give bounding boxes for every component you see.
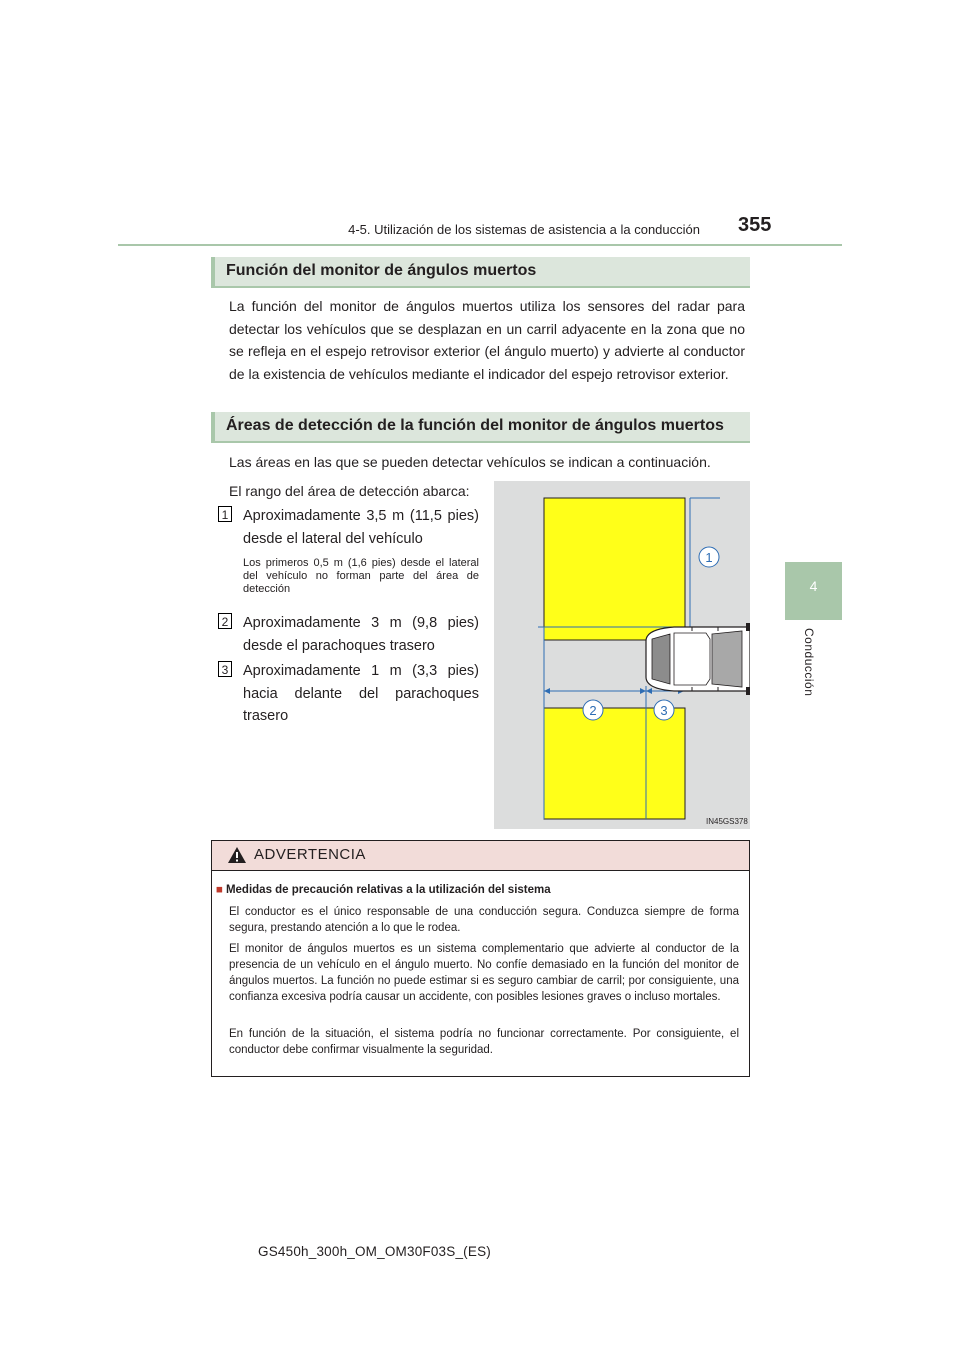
warning-triangle-icon xyxy=(227,846,247,864)
function-paragraph: La función del monitor de ángulos muertos utiliza los sensores del radar para detectar los vehículos que se desplazan en un carril adyacente en la zona que no se refleja en el espejo retrovisor exterior (el ángulo muerto) y advierte al conductor de la existencia de vehículos mediante el indicador del espejo retrovisor exterior. xyxy=(229,298,745,382)
warning-title: ADVERTENCIA xyxy=(254,846,366,863)
section-heading-text: Áreas de detección de la función del monitor de ángulos muertos xyxy=(226,417,724,434)
detection-intro: Las áreas en las que se pueden detectar vehículos se indican a continuación. xyxy=(229,454,711,470)
section-heading-detection-areas xyxy=(211,412,750,443)
callout-1: 1 xyxy=(705,550,713,565)
warning-subtitle xyxy=(216,884,551,896)
item-number-badge: 1 xyxy=(218,506,232,522)
document-code-footer: GS450h_300h_OM_OM30F03S_(ES) xyxy=(258,1244,491,1259)
detection-item-2: Aproximadamente 3 m (9,8 pies) desde el parachoques trasero xyxy=(243,615,479,654)
warning-paragraph: El conductor es el único responsable de una conducción segura. Conduzca siempre de forma segura, prestando atención a lo que le rodea. xyxy=(229,906,739,934)
page-number: 355 xyxy=(738,214,772,236)
item-number-badge: 2 xyxy=(218,613,232,629)
detection-area-diagram xyxy=(494,481,750,829)
diagram-svg xyxy=(494,481,750,829)
warning-paragraph: El monitor de ángulos muertos es un sistema complementario que advierte al conductor de la presencia de un vehículo en el ángulo muerto. No confíe demasiado en la función del monitor de ángulos muertos. La función no puede estimar si es seguro cambiar de carril; por consiguiente, una confianza excesiva podría causar un accidente, con posibles lesiones graves o incluso mortales. xyxy=(229,943,739,1003)
figure-code: IN45GS378 xyxy=(706,817,748,826)
detection-item-1: Aproximadamente 3,5 m (11,5 pies) desde el lateral del vehículo xyxy=(243,508,479,547)
callout-2: 2 xyxy=(589,703,597,718)
section-heading-function xyxy=(211,257,750,288)
lower-detection-zone xyxy=(544,708,685,819)
callout-3: 3 xyxy=(660,703,668,718)
upper-detection-zone xyxy=(544,498,685,640)
chapter-number: 4 xyxy=(809,578,818,594)
range-label: El rango del área de detección abarca: xyxy=(229,483,470,499)
warning-paragraph: En función de la situación, el sistema podría no funcionar correctamente. Por consiguiente, el conductor debe confirmar visualmente la seguridad. xyxy=(229,1028,739,1056)
detection-item-3: Aproximadamente 1 m (3,3 pies) hacia delante del parachoques trasero xyxy=(243,663,479,724)
chapter-label: Conducción xyxy=(802,628,816,697)
item-number-badge: 3 xyxy=(218,661,232,677)
warning-subtitle-text: Medidas de precaución relativas a la utilización del sistema xyxy=(225,884,551,896)
section-title: 4-5. Utilización de los sistemas de asistencia a la conducción xyxy=(348,222,700,237)
square-bullet-icon: ■ xyxy=(216,884,223,896)
vehicle-top-view xyxy=(646,623,750,695)
section-heading-text: Función del monitor de ángulos muertos xyxy=(226,262,537,279)
header-rule xyxy=(118,244,842,246)
detection-note: Los primeros 0,5 m (1,6 pies) desde el lateral del vehículo no forman parte del área de detección xyxy=(243,557,479,595)
